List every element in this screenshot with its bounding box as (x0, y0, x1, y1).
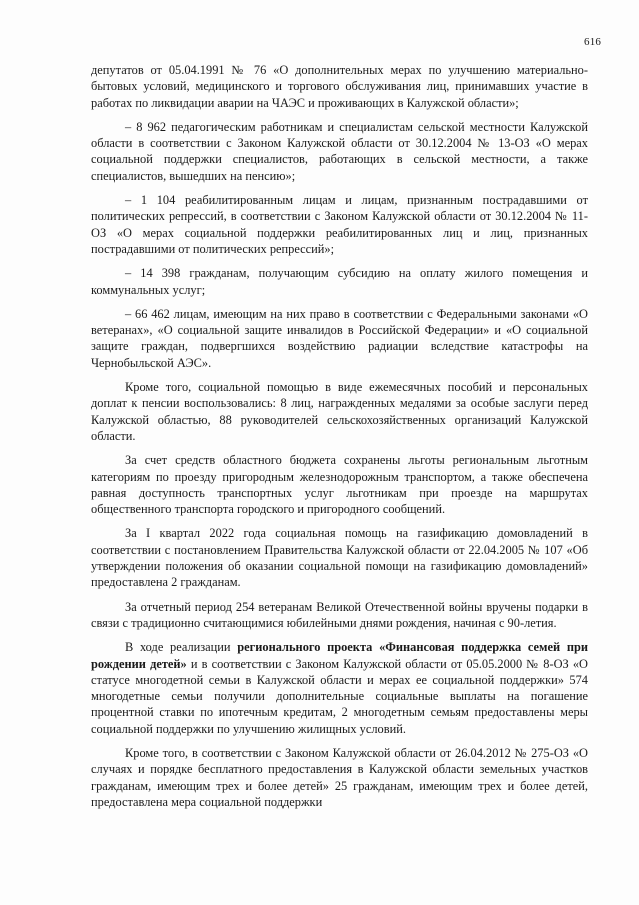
paragraph-transport-benefits: За счет средств областного бюджета сохранены льготы региональным льготным категориям по проезду пригородным железнодорожным транспортом, а также обеспечена равная доступность транспортных услуг льготникам при проезде на маршрутах общественного транспорта городского и пригородного сообщений. (91, 453, 588, 517)
paragraph-monthly-allowances: Кроме того, социальной помощью в виде ежемесячных пособий и персональных доплат к пенсии воспользовались: 8 лиц, награжденных медалями за особые заслуги перед Калужской областью, 88 руководителей сельскохозяйственных организаций Калужской области. (91, 380, 588, 443)
paragraph-federal-laws: – 66 462 лицам, имеющим на них право в соответствии с Федеральными законами «О ветеранах», «О социальной защите инвалидов в Российской Федерации» и «О социальной защите граждан, подвергшихся воздействию радиации вследствие катастрофы на Чернобыльской АЭС». (91, 306, 588, 370)
paragraph-regional-project (91, 639, 588, 737)
paragraph-teachers: – 8 962 педагогическим работникам и специалистам сельской местности Калужской области в соответствии с Законом Калужской области от 30.12.2004 № 13-ОЗ «О мерах социальной поддержки специалистов, работающих в сельской местности, а также специалистов, вышедших на пенсию»; (91, 119, 588, 183)
document-body (91, 62, 588, 810)
paragraph-rehabilitated: – 1 104 реабилитированным лицам и лицам, признанным пострадавшими от политических репрессий, в соответствии с Законом Калужской области от 30.12.2004 № 11-ОЗ «О мерах социальной поддержки реабилитированных лиц и лиц, признанных пострадавшими от политических репрессий»; (91, 193, 588, 256)
page-number: 616 (584, 36, 602, 48)
paragraph-veterans-gifts: За отчетный период 254 ветеранам Великой Отечественной войны вручены подарки в связи с традиционно считающимися юбилейными днями рождения, начиная с 90-летия. (91, 599, 588, 630)
paragraph-regional-project-body: и в соответствии с Законом Калужской области от 05.05.2000 № 8-ОЗ «О статусе многодетной семьи в Калужской области и мерах ее социальной поддержки» 574 многодетные семьи получили дополнительные социальные выплаты на погашение процентной ставки по ипотечным кредитам, 2 многодетным семьям предоставлены меры социальной поддержки по улучшению жилищных условий. (91, 656, 589, 736)
paragraph-regional-project-intro: В ходе реализации (125, 640, 238, 655)
paragraph-continuation: депутатов от 05.04.1991 № 76 «О дополнительных мерах по улучшению материально-бытовых условий, медицинского и торгового обслуживания лиц, принимавших участие в работах по ликвидации аварии на ЧАЭС и проживающих в Калужской области»; (91, 63, 588, 110)
paragraph-gasification: За I квартал 2022 года социальная помощь на газификацию домовладений в соответствии с постановлением Правительства Калужской области от 22.04.2005 № 107 «Об утверждении положения об оказании социальной помощи на газификацию домовладений» предоставлена 2 гражданам. (91, 526, 588, 590)
paragraph-housing-subsidy: – 14 398 гражданам, получающим субсидию на оплату жилого помещения и коммунальных услуг; (91, 266, 588, 297)
paragraph-land-plots: Кроме того, в соответствии с Законом Калужской области от 26.04.2012 № 275-ОЗ «О случаях и порядке бесплатного предоставления в Калужской области земельных участков гражданам, имеющим трех и более детей» 25 гражданам, имеющим трех и более детей, предоставлена мера социальной поддержки (91, 745, 588, 809)
regional-project-title: регионального проекта «Финансовая поддержка семей при рождении детей» (91, 640, 588, 671)
